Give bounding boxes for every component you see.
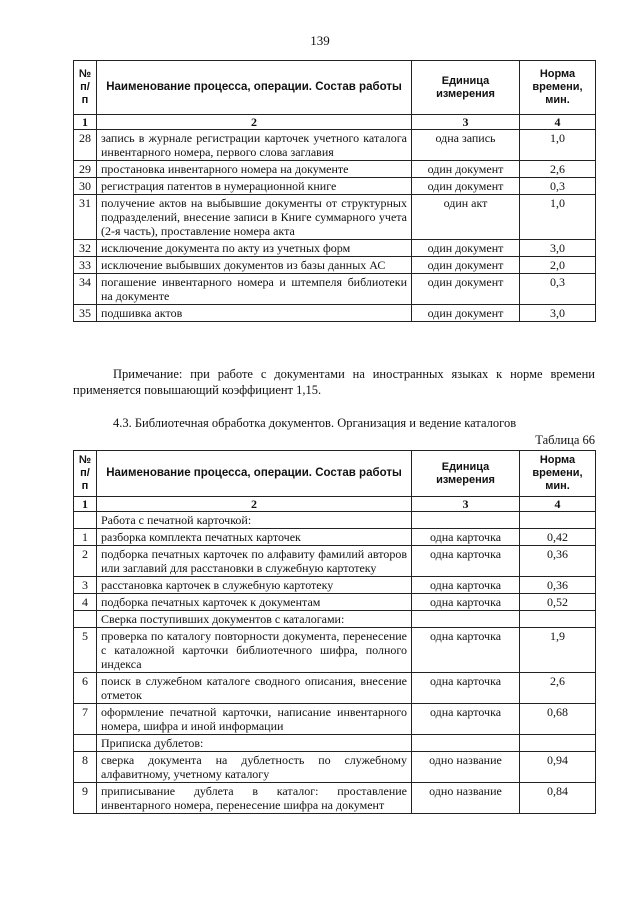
row-unit: одна карточка xyxy=(412,577,520,594)
col-number: 3 xyxy=(412,497,520,512)
row-number: 33 xyxy=(74,257,97,274)
header-name: Наименование процесса, операции. Состав работы xyxy=(97,451,412,497)
table-row xyxy=(74,240,596,257)
row-norm: 2,0 xyxy=(520,257,596,274)
note-text: Примечание: при работе с документами на иностранных языках к норме времени применяется повышающий коэффициент 1,15. xyxy=(73,367,595,397)
row-number: 5 xyxy=(74,628,97,673)
row-description: регистрация патентов в нумерационной книге xyxy=(97,178,412,195)
table-row xyxy=(74,594,596,611)
table-row xyxy=(74,529,596,546)
row-unit: один документ xyxy=(412,161,520,178)
header-unit: Единица измерения xyxy=(412,451,520,497)
col-number: 3 xyxy=(412,115,520,130)
row-norm: 3,0 xyxy=(520,240,596,257)
table-row xyxy=(74,783,596,814)
row-number: 7 xyxy=(74,704,97,735)
row-norm: 0,3 xyxy=(520,178,596,195)
col-number: 1 xyxy=(74,115,97,130)
row-number: 9 xyxy=(74,783,97,814)
header-num: № п/п xyxy=(74,451,97,497)
table-row xyxy=(74,195,596,240)
table-row xyxy=(74,628,596,673)
header-norm: Норма времени, мин. xyxy=(520,61,596,115)
row-norm: 0,94 xyxy=(520,752,596,783)
table-row xyxy=(74,577,596,594)
row-unit: одно название xyxy=(412,783,520,814)
row-norm: 2,6 xyxy=(520,161,596,178)
row-number: 1 xyxy=(74,529,97,546)
row-norm: 2,6 xyxy=(520,673,596,704)
row-description: исключение выбывших документов из базы данных АС xyxy=(97,257,412,274)
row-description: подборка печатных карточек к документам xyxy=(97,594,412,611)
row-norm: 1,9 xyxy=(520,628,596,673)
row-description: проверка по каталогу повторности документа, перенесение с каталожной карточки библиотечного шифра, полного индекса xyxy=(97,628,412,673)
table-header-row xyxy=(74,61,596,115)
section-row xyxy=(74,735,596,752)
table-header-row xyxy=(74,451,596,497)
note xyxy=(73,366,595,398)
table-row xyxy=(74,704,596,735)
row-norm: 0,42 xyxy=(520,529,596,546)
table-row xyxy=(74,752,596,783)
row-unit: один документ xyxy=(412,240,520,257)
header-num: № п/п xyxy=(74,61,97,115)
section-row xyxy=(74,611,596,628)
row-unit: одна карточка xyxy=(412,673,520,704)
row-description: приписывание дублета в каталог: проставление инвентарного номера, перенесение шифра на документ xyxy=(97,783,412,814)
section-title: Работа с печатной карточкой: xyxy=(97,512,412,529)
page-number: 139 xyxy=(310,33,330,48)
col-number: 2 xyxy=(97,497,412,512)
col-number: 4 xyxy=(520,115,596,130)
row-norm: 0,36 xyxy=(520,577,596,594)
row-description: сверка документа на дублетность по служебному алфавитному, учетному каталогу xyxy=(97,752,412,783)
table-row xyxy=(74,673,596,704)
row-description: оформление печатной карточки, написание инвентарного номера, шифра и иной информации xyxy=(97,704,412,735)
row-norm: 0,52 xyxy=(520,594,596,611)
section-heading: 4.3. Библиотечная обработка документов. Организация и ведение каталогов xyxy=(113,416,517,430)
row-number: 8 xyxy=(74,752,97,783)
row-unit: один документ xyxy=(412,274,520,305)
section-row xyxy=(74,512,596,529)
row-norm: 0,84 xyxy=(520,783,596,814)
row-number: 30 xyxy=(74,178,97,195)
row-unit: одна карточка xyxy=(412,628,520,673)
row-description: поиск в служебном каталоге сводного описания, внесение отметок xyxy=(97,673,412,704)
row-number: 35 xyxy=(74,305,97,322)
row-unit: один документ xyxy=(412,305,520,322)
column-numbers-row xyxy=(74,115,596,130)
row-description: подборка печатных карточек по алфавиту фамилий авторов или заглавий для расстановки в служебную картотеку xyxy=(97,546,412,577)
row-norm: 0,3 xyxy=(520,274,596,305)
col-number: 4 xyxy=(520,497,596,512)
row-norm: 3,0 xyxy=(520,305,596,322)
header-unit: Единица измерения xyxy=(412,61,520,115)
row-unit: одна карточка xyxy=(412,704,520,735)
section-title: Приписка дублетов: xyxy=(97,735,412,752)
row-number: 32 xyxy=(74,240,97,257)
row-norm: 0,68 xyxy=(520,704,596,735)
row-description: простановка инвентарного номера на документе xyxy=(97,161,412,178)
table-row xyxy=(74,178,596,195)
row-norm: 0,36 xyxy=(520,546,596,577)
row-unit: один документ xyxy=(412,257,520,274)
row-description: получение актов на выбывшие документы от структурных подразделений, внесение записи в Книге суммарного учета (2-я часть), проставление номера акта xyxy=(97,195,412,240)
row-unit: один документ xyxy=(412,178,520,195)
row-unit: одна карточка xyxy=(412,594,520,611)
row-description: подшивка актов xyxy=(97,305,412,322)
row-unit: одна запись xyxy=(412,130,520,161)
table-row xyxy=(74,257,596,274)
row-unit: одно название xyxy=(412,752,520,783)
row-number: 3 xyxy=(74,577,97,594)
row-norm: 1,0 xyxy=(520,195,596,240)
row-description: исключение документа по акту из учетных форм xyxy=(97,240,412,257)
row-number: 31 xyxy=(74,195,97,240)
table-row xyxy=(74,161,596,178)
column-numbers-row xyxy=(74,497,596,512)
row-number: 2 xyxy=(74,546,97,577)
col-number: 1 xyxy=(74,497,97,512)
header-name: Наименование процесса, операции. Состав работы xyxy=(97,61,412,115)
norms-table-66 xyxy=(73,450,596,814)
row-unit: одна карточка xyxy=(412,546,520,577)
row-unit: один акт xyxy=(412,195,520,240)
row-description: разборка комплекта печатных карточек xyxy=(97,529,412,546)
row-number: 34 xyxy=(74,274,97,305)
section-title: Сверка поступивших документов с каталогами: xyxy=(97,611,412,628)
table-row xyxy=(74,274,596,305)
table-row xyxy=(74,546,596,577)
norms-table-continued xyxy=(73,60,596,322)
table-row xyxy=(74,130,596,161)
row-description: запись в журнале регистрации карточек учетного каталога инвентарного номера, первого слова заглавия xyxy=(97,130,412,161)
header-norm: Норма времени, мин. xyxy=(520,451,596,497)
row-number: 4 xyxy=(74,594,97,611)
table-label: Таблица 66 xyxy=(535,433,595,447)
row-description: расстановка карточек в служебную картотеку xyxy=(97,577,412,594)
row-unit: одна карточка xyxy=(412,529,520,546)
row-number: 28 xyxy=(74,130,97,161)
table-row xyxy=(74,305,596,322)
row-description: погашение инвентарного номера и штемпеля библиотеки на документе xyxy=(97,274,412,305)
row-norm: 1,0 xyxy=(520,130,596,161)
row-number: 6 xyxy=(74,673,97,704)
row-number: 29 xyxy=(74,161,97,178)
col-number: 2 xyxy=(97,115,412,130)
